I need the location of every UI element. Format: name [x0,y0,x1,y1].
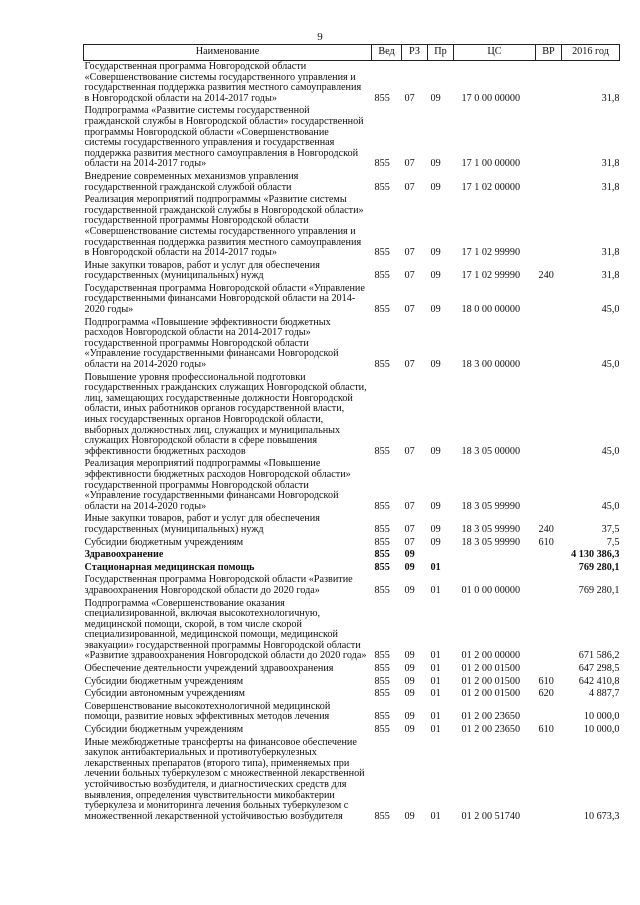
table-row [84,260,620,283]
cell-name: Совершенствование высокотехнологичной медицинской помощи, развитие новых эффективных методов лечения [84,700,331,723]
cell-pr: 09 [430,247,441,259]
cell-sum: 37,5 [601,523,620,535]
header-pr: Пр [428,45,454,61]
cell-ved: 855 [374,688,390,700]
cell-rz: 09 [404,675,415,687]
cell-ved: 855 [374,549,390,561]
cell-name: Иные межбюджетные трансферты на финансовое обеспечение закупок антибактериальных и противотуберкулезных лекарственных препаратов (второго типа), применяемых при лечении больных туберкулезом с множественной лекарственной устойчивостью возбудителя, и диагностических средств для выявления, определения чувствительности микобактерии туберкулеза и мониторинга лечения больных туберкулезом с множественной лекарственной устойчивостью возбудителя [84,736,365,822]
cell-sum: 45,0 [601,304,620,316]
cell-name: Субсидии автономным учреждениям [84,688,245,700]
cell-name: Подпрограмма «Повышение эффективности бюджетных расходов Новгородской области на 2014-2017 годы» государственной программы Новгородской области «Управление государственными финансами Новгородской области на 2014-2020 годы» [84,316,339,371]
cell-rz: 07 [404,500,415,512]
table-row [84,105,620,171]
cell-sum: 769 280,1 [578,584,620,596]
cell-rz: 09 [404,663,415,675]
cell-cs: 01 0 00 00000 [461,584,521,596]
cell-name: Стационарная медицинская помощь [84,561,255,573]
table-row [84,574,620,597]
cell-sum: 45,0 [601,445,620,457]
cell-ved: 855 [374,181,390,193]
cell-rz: 09 [404,724,415,736]
cell-rz: 09 [404,810,415,822]
cell-vr [536,194,562,260]
table-row [84,372,620,459]
cell-ved: 855 [374,500,390,512]
cell-rz: 07 [404,536,415,548]
cell-pr: 09 [430,158,441,170]
cell-ved: 855 [374,650,390,662]
cell-sum: 10 000,0 [583,724,620,736]
cell-sum: 10 673,3 [583,810,620,822]
cell-name: Внедрение современных механизмов управления государственной гражданской службой области [84,170,299,193]
cell-pr: 01 [430,724,441,736]
cell-name: Подпрограмма «Совершенствование оказания специализированной, включая высокотехнологичную, медицинской помощи, скорой, в том числе скорой специализированной, медицинской помощи, медицинской эвакуации» государственной программы Новгородской области «Развитие здравоохранения Новгородской области до 2020 года» [84,597,367,662]
cell-rz: 09 [404,561,415,573]
cell-pr: 01 [430,810,441,822]
cell-name: Иные закупки товаров, работ и услуг для обеспечения государственных (муниципальных) нужд [84,513,320,535]
cell-sum: 769 280,1 [578,561,620,573]
cell-rz: 07 [404,247,415,259]
cell-pr: 09 [430,181,441,193]
table-row [84,701,620,724]
cell-rz: 09 [404,711,415,723]
cell-rz: 07 [404,181,415,193]
cell-rz: 07 [404,304,415,316]
cell-pr: 09 [430,536,441,548]
cell-cs: 01 2 00 01500 [461,688,521,700]
cell-cs: 17 1 02 00000 [461,181,521,193]
cell-pr: 09 [430,359,441,371]
cell-cs: 01 2 00 23650 [461,724,521,736]
cell-ved: 855 [374,304,390,316]
cell-pr: 09 [430,445,441,457]
cell-sum: 4 887,7 [588,688,620,700]
cell-rz: 07 [404,359,415,371]
cell-pr: 01 [430,650,441,662]
table-row [84,676,620,689]
cell-name: Государственная программа Новгородской области «Развитие здравоохранения Новгородской области до 2020 года» [84,574,353,596]
cell-rz: 07 [404,523,415,535]
cell-pr: 01 [430,675,441,687]
cell-sum: 10 000,0 [583,711,620,723]
cell-ved: 855 [374,270,390,282]
cell-ved: 855 [374,561,390,573]
cell-vr [536,549,562,562]
cell-vr [536,317,562,372]
cell-sum: 647 298,5 [578,663,620,675]
cell-ved: 855 [374,247,390,259]
table-row [84,598,620,664]
cell-cs: 18 3 05 00000 [461,445,521,457]
table-row [84,688,620,701]
header-year: 2016 год [562,45,620,61]
header-cs: ЦС [454,45,536,61]
cell-vr [536,372,562,459]
cell-pr: 01 [430,663,441,675]
cell-cs: 01 2 00 01500 [461,675,521,687]
cell-pr: 09 [430,523,441,535]
cell-rz: 09 [404,584,415,596]
cell-vr: 240 [538,523,554,535]
cell-name: Субсидии бюджетным учреждениям [84,536,244,548]
cell-ved: 855 [374,675,390,687]
cell-sum: 7,5 [606,536,620,548]
cell-pr: 01 [430,688,441,700]
cell-ved: 855 [374,810,390,822]
cell-rz: 07 [404,445,415,457]
cell-pr: 01 [430,561,441,573]
cell-rz: 09 [404,650,415,662]
cell-rz: 09 [404,688,415,700]
table-row [84,61,620,106]
cell-vr [536,283,562,317]
cell-cs: 18 3 05 99990 [461,500,521,512]
table-row [84,194,620,260]
cell-vr [536,574,562,597]
cell-sum: 31,8 [601,92,620,104]
cell-cs: 01 2 00 00000 [461,650,521,662]
cell-pr: 09 [430,270,441,282]
cell-name: Повышение уровня профессиональной подготовки государственных гражданских служащих Новгородской области, лиц, замещающих государственные должности Новгородской области, иных работников органов государственной власти, иных государственных органов Новгородской области, выборных должностных лиц, служащих и муниципальных служащих Новгородской области в сфере повышения эффективности бюджетных расходов [84,371,367,457]
cell-sum: 642 410,8 [578,675,620,687]
cell-sum: 31,8 [601,270,620,282]
cell-rz: 07 [404,270,415,282]
cell-ved: 855 [374,523,390,535]
cell-rz: 07 [404,92,415,104]
cell-rz: 07 [404,158,415,170]
cell-cs: 18 3 00 00000 [461,359,521,371]
budget-table [83,44,620,823]
cell-cs: 18 3 05 99990 [461,523,521,535]
table-row [84,283,620,317]
cell-name: Государственная программа Новгородской области «Управление государственными финансами Новгородской области на 2014-2020 годы» [84,282,365,316]
cell-vr [536,562,562,575]
cell-vr [536,701,562,724]
cell-vr [536,737,562,824]
cell-name: Реализация мероприятий подпрограммы «Развитие системы государственной гражданской службы в Новгородской области» государственной программы Новгородской области «Совершенствование системы государственного управления и государственная поддержка развития местного самоуправления в Новгородской области на 2014-2017 годы» [84,194,364,259]
table-row [84,663,620,676]
cell-ved: 855 [374,663,390,675]
cell-vr: 610 [538,675,554,687]
cell-name: Субсидии бюджетным учреждениям [84,675,244,687]
table-row [84,737,620,824]
cell-ved: 855 [374,359,390,371]
table-row [84,513,620,536]
cell-pr [428,549,454,562]
cell-name: Здравоохранение [84,549,164,561]
cell-vr [536,171,562,194]
cell-vr [536,663,562,676]
cell-vr [536,458,562,513]
cell-vr: 610 [538,536,554,548]
header-rz: РЗ [402,45,428,61]
page-number: 9 [317,31,323,43]
cell-vr [536,598,562,664]
cell-ved: 855 [374,445,390,457]
cell-ved: 855 [374,724,390,736]
cell-sum: 45,0 [601,500,620,512]
cell-pr: 09 [430,500,441,512]
table-header [84,45,620,61]
cell-sum: 45,0 [601,359,620,371]
table-body [84,61,620,824]
cell-cs: 01 2 00 01500 [461,663,521,675]
header-name: Наименование [84,45,372,61]
cell-sum: 671 586,2 [578,650,620,662]
table-row [84,171,620,194]
cell-ved: 855 [374,92,390,104]
cell-cs: 17 1 02 99990 [461,247,521,259]
cell-sum: 4 130 386,3 [571,549,620,561]
cell-sum: 31,8 [601,158,620,170]
cell-cs [454,549,536,562]
cell-cs: 18 3 05 99990 [461,536,521,548]
cell-ved: 855 [374,158,390,170]
table-row [84,458,620,513]
cell-vr [536,105,562,171]
table-row [84,317,620,372]
cell-cs: 01 2 00 51740 [461,810,521,822]
header-vr: ВР [536,45,562,61]
table-row [84,724,620,737]
cell-vr [536,61,562,106]
table-row [84,562,620,575]
header-ved: Вед [372,45,402,61]
cell-cs [454,562,536,575]
cell-name: Реализация мероприятий подпрограммы «Повышение эффективности бюджетных расходов Новгородской области» государственной программы Новгородской области «Управление государственными финансами Новгородской области на 2014-2020 годы» [84,458,351,512]
table-row [84,549,620,562]
cell-ved: 855 [374,536,390,548]
cell-rz: 09 [404,549,415,561]
cell-sum: 31,8 [601,181,620,193]
cell-cs: 17 0 00 00000 [461,92,521,104]
cell-vr: 240 [538,270,554,282]
cell-name: Обеспечение деятельности учреждений здравоохранения [84,663,334,675]
cell-pr: 01 [430,711,441,723]
cell-cs: 18 0 00 00000 [461,304,521,316]
cell-vr: 620 [538,688,554,700]
cell-name: Субсидии бюджетным учреждениям [84,724,244,736]
cell-pr: 09 [430,304,441,316]
cell-cs: 01 2 00 23650 [461,711,521,723]
cell-name: Иные закупки товаров, работ и услуг для обеспечения государственных (муниципальных) нужд [84,259,320,282]
cell-cs: 17 1 02 99990 [461,270,521,282]
cell-sum: 31,8 [601,247,620,259]
cell-ved: 855 [374,711,390,723]
cell-pr: 01 [430,584,441,596]
cell-name: Государственная программа Новгородской области «Совершенствование системы государственного управления и государственная поддержка развития местного самоуправления в Новгородской области на 2014-2017 годы» [84,61,362,104]
table-row [84,537,620,550]
cell-ved: 855 [374,584,390,596]
cell-name: Подпрограмма «Развитие системы государственной гражданской службы в Новгородской области» государственной программы Новгородской области «Совершенствование системы государственного управления и государственная поддержка развития местного самоуправления в Новгородской области на 2014-2017 годы» [84,105,364,170]
cell-pr: 09 [430,92,441,104]
cell-cs: 17 1 00 00000 [461,158,521,170]
cell-vr: 610 [538,724,554,736]
